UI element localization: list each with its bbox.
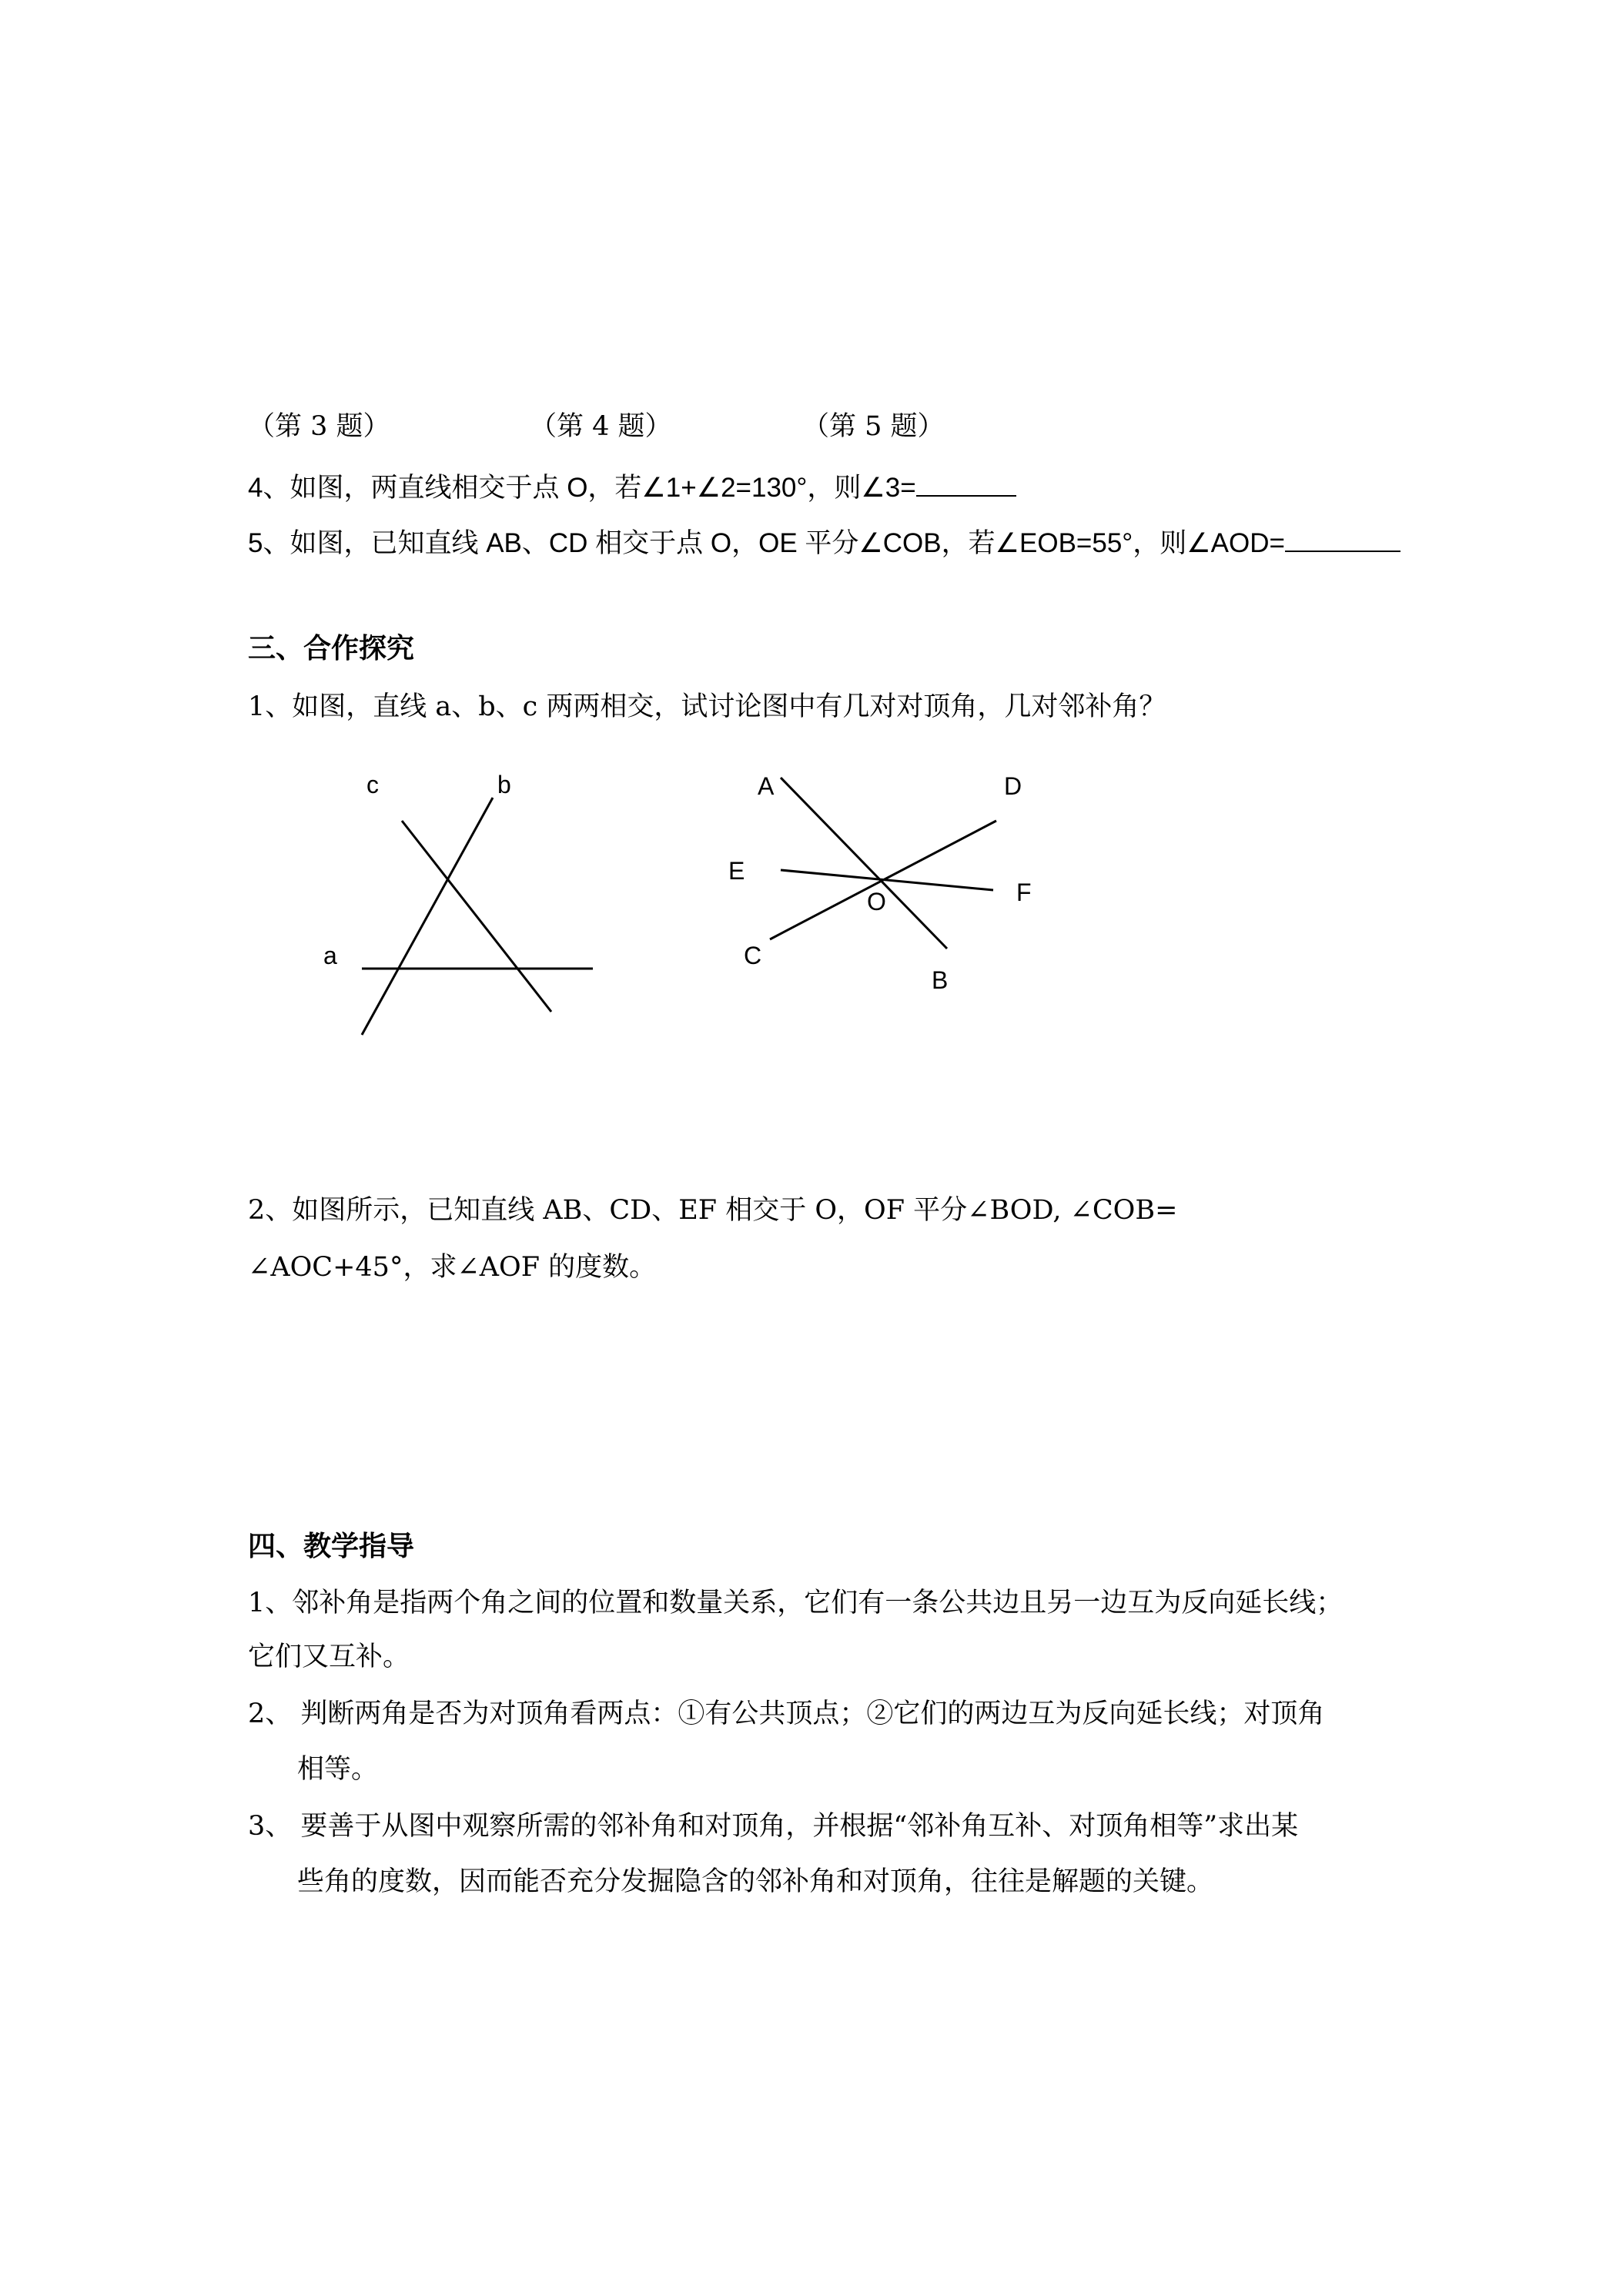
figure-three-lines-through-o: [770, 778, 996, 949]
caption-question-3: （第 3 题）: [248, 411, 390, 442]
label-C: C: [744, 942, 762, 969]
caption-question-4: （第 4 题）: [530, 411, 672, 442]
label-F: F: [1016, 879, 1032, 906]
line-ab: [781, 778, 947, 949]
question-5-text: 5、如图，已知直线 AB、CD 相交于点 O，OE 平分∠COB，若∠EOB=55°，则∠AOD=: [248, 528, 1285, 558]
guidance-item-3-line-2: 些角的度数，因而能否充分发掘隐含的邻补角和对顶角，往往是解题的关键。: [297, 1866, 1214, 1897]
figure-triangle-lines: [362, 798, 593, 1035]
label-B: B: [932, 966, 949, 994]
label-c: c: [366, 771, 379, 798]
line-c: [402, 821, 551, 1012]
guidance-item-2-line-2: 相等。: [297, 1754, 379, 1785]
label-E: E: [728, 857, 745, 885]
section-3-heading: 三、合作探究: [248, 632, 415, 664]
guidance-item-2-line-1: 2、 判断两角是否为对顶角看两点：①有公共顶点；②它们的两边互为反向延长线；对顶角: [248, 1699, 1325, 1729]
label-O: O: [867, 888, 886, 915]
section-3-question-2-line-2: ∠AOC+45°，求∠AOF 的度数。: [248, 1252, 657, 1283]
guidance-item-1-line-1: 1、邻补角是指两个角之间的位置和数量关系，它们有一条公共边且另一边互为反向延长线；: [248, 1588, 1344, 1618]
caption-question-5: （第 5 题）: [802, 411, 945, 442]
section-4-heading: 四、教学指导: [248, 1530, 415, 1562]
label-A: A: [758, 772, 775, 800]
label-b: b: [497, 771, 511, 798]
guidance-item-3-line-1: 3、 要善于从图中观察所需的邻补角和对顶角，并根据“邻补角互补、对顶角相等”求出某: [248, 1811, 1299, 1842]
label-D: D: [1004, 772, 1022, 800]
guidance-item-1-line-2: 它们又互补。: [248, 1642, 410, 1672]
line-b: [362, 798, 493, 1035]
section-3-question-2-line-1: 2、如图所示，已知直线 AB、CD、EF 相交于 O，OF 平分∠BOD, ∠COB=: [248, 1195, 1178, 1226]
question-4-text: 4、如图，两直线相交于点 O，若∠1+∠2=130°，则∠3=: [248, 473, 916, 503]
section-3-question-1: 1、如图，直线 a、b、c 两两相交，试讨论图中有几对对顶角，几对邻补角？: [248, 691, 1166, 722]
label-a: a: [323, 942, 337, 969]
